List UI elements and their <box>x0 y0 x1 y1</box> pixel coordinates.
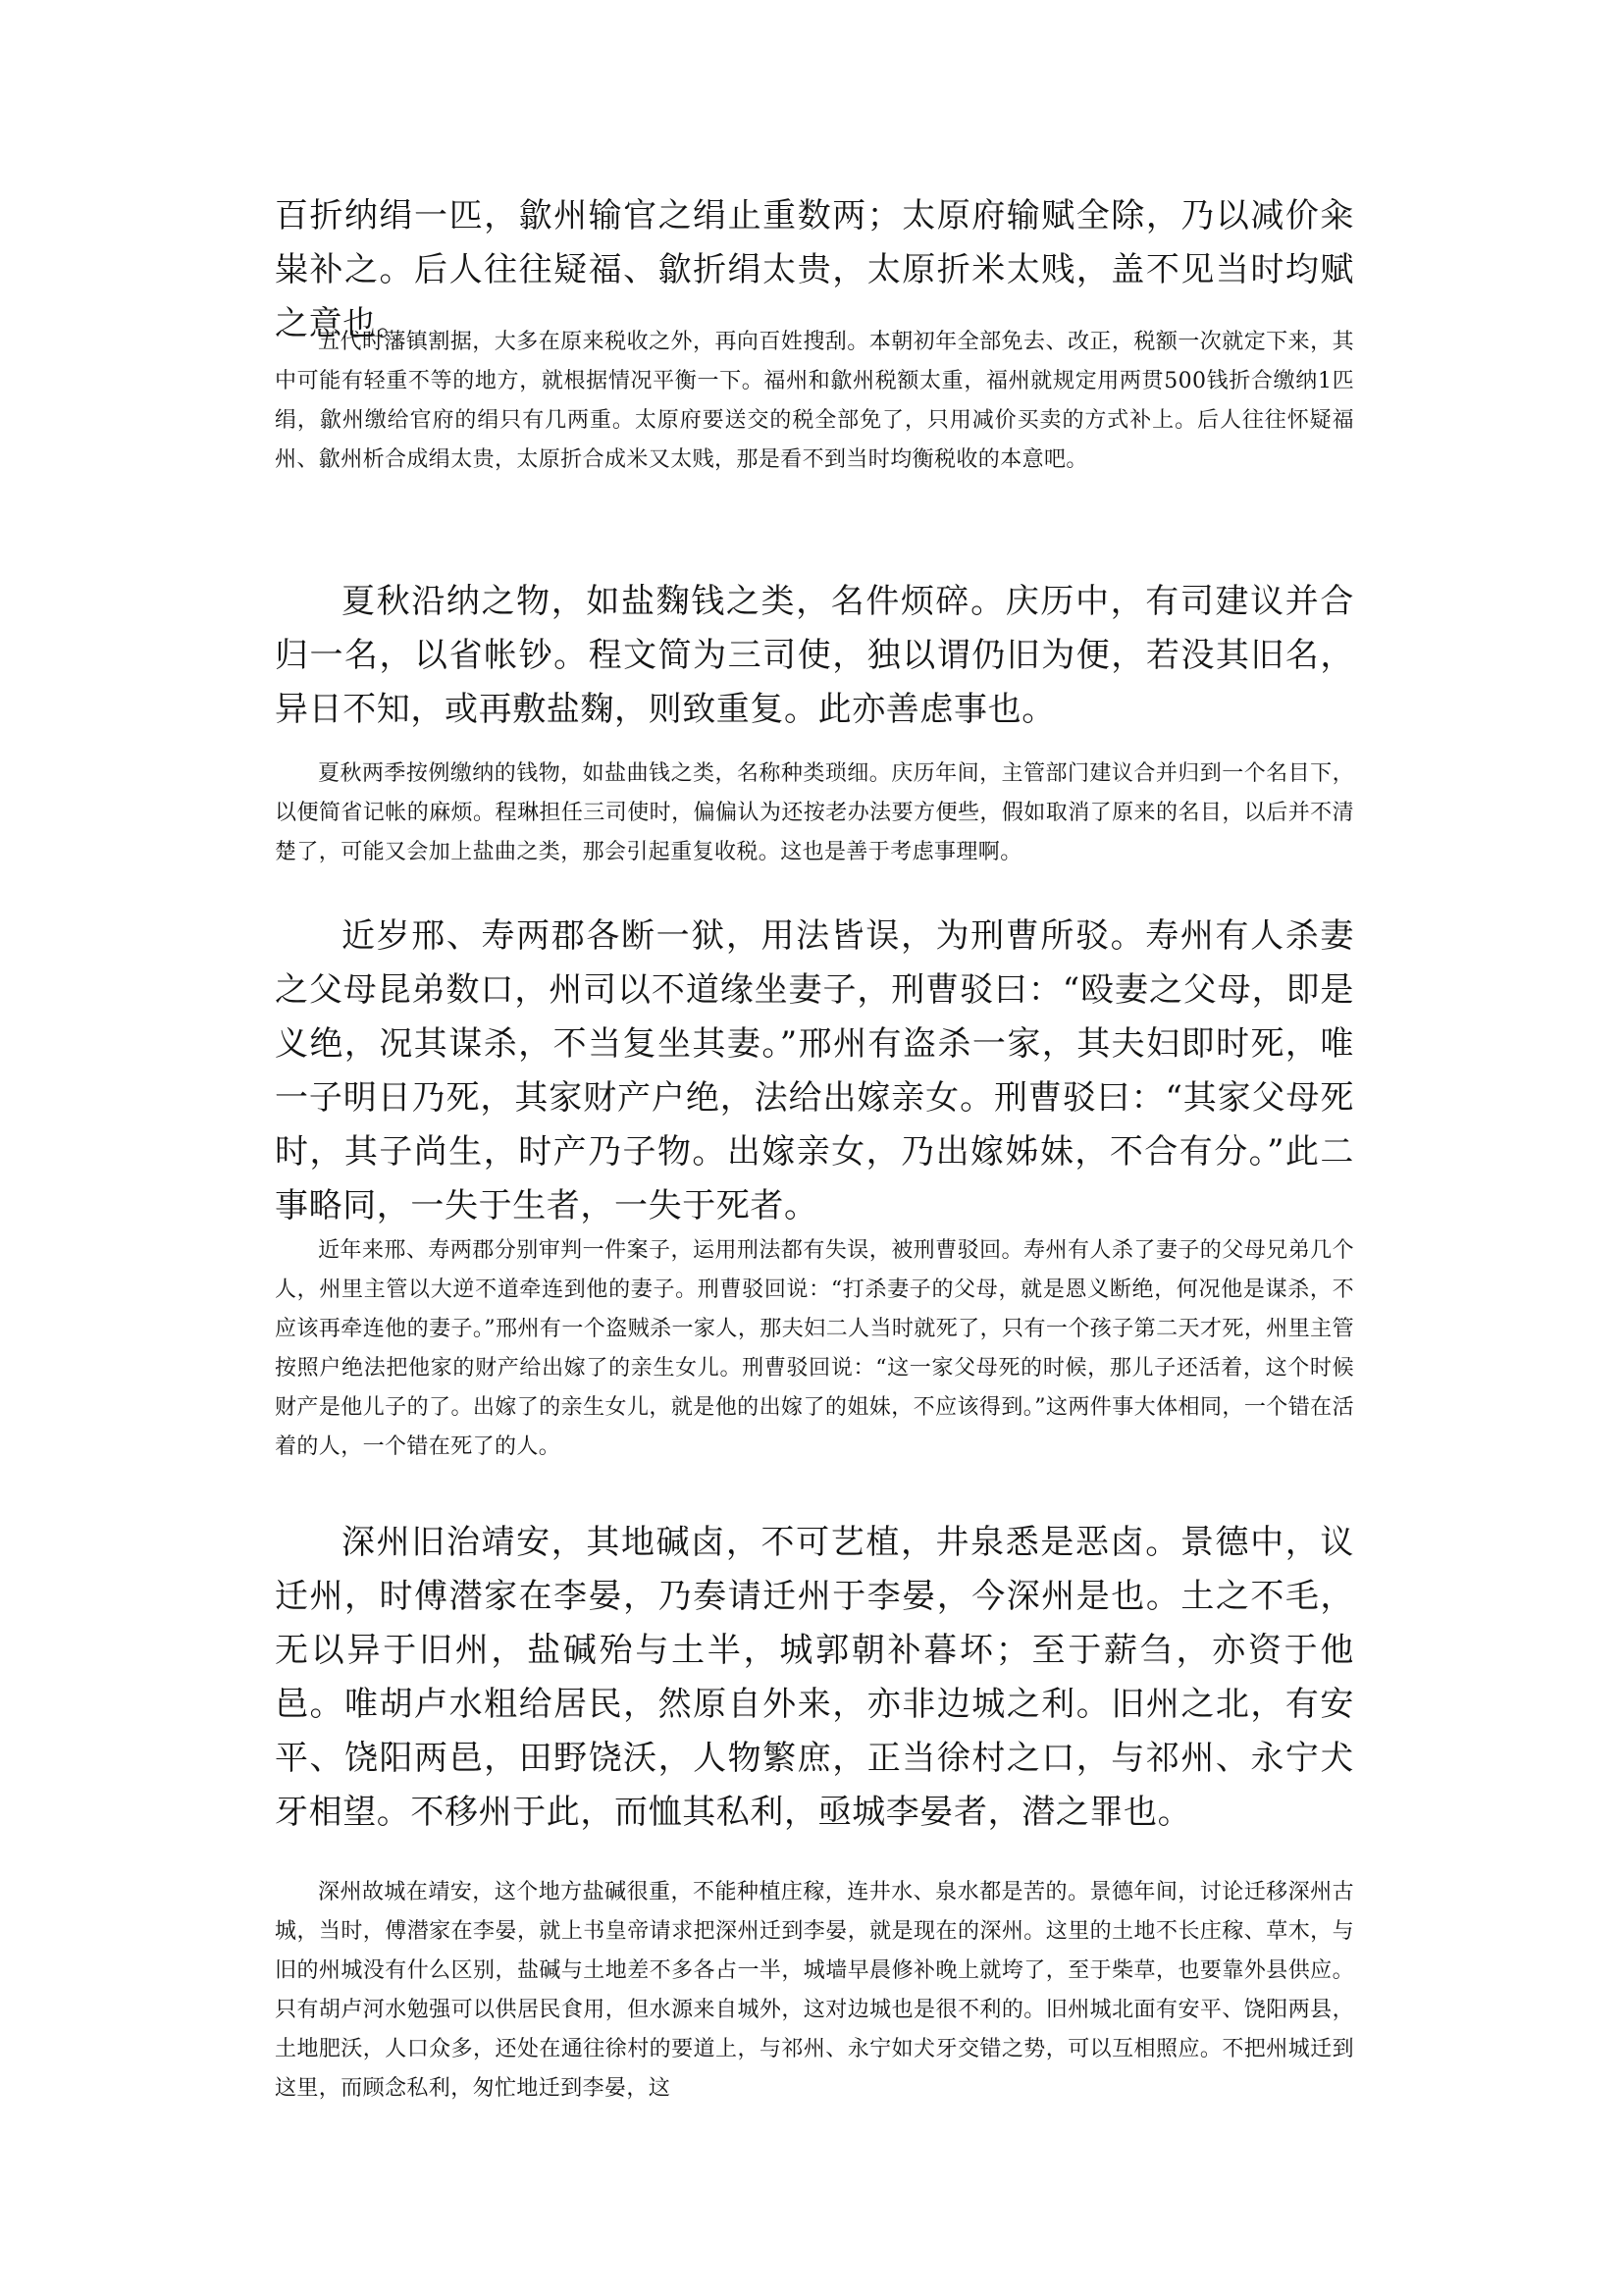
classical-paragraph-3: 近岁邢、寿两郡各断一狱，用法皆误，为刑曹所驳。寿州有人杀妻之父母昆弟数口，州司以不道缘坐妻子，刑曹驳曰：“殴妻之父母，即是义绝，况其谋杀，不当复坐其妻。”邢州有盗杀一家，其夫妇即时死，唯一子明日乃死，其家财产户绝，法给出嫁亲女。刑曹驳曰：“其家父母死时，其子尚生，时产乃子物。出嫁亲女，乃出嫁姊妹，不合有分。”此二事略同，一失于生者，一失于死者。 <box>275 916 1354 1225</box>
classical-paragraph-4: 深州旧治靖安，其地碱卤，不可艺植，井泉悉是恶卤。景德中，议迁州，时傅潜家在李晏，乃奏请迁州于李晏，今深州是也。土之不毛，无以异于旧州，盐碱殆与土半，城郭朝补暮坏；至于薪刍，亦资于他邑。唯胡卢水粗给居民，然原自外来，亦非边城之利。旧州之北，有安平、饶阳两邑，田野饶沃，人物繁庶，正当徐村之口，与祁州、永宁犬牙相望。不移州于此，而恤其私利，亟城李晏者，潜之罪也。 <box>275 1523 1354 1832</box>
classical-paragraph-2: 夏秋沿纳之物，如盐麴钱之类，名件烦碎。庆历中，有司建议并合归一名，以省帐钞。程文简为三司使，独以谓仍旧为便，若没其旧名，异日不知，或再敷盐麴，则致重复。此亦善虑事也。 <box>275 582 1354 729</box>
translation-paragraph-1: 五代时藩镇割据，大多在原来税收之外，再向百姓搜刮。本朝初年全部免去、改正，税额一次就定下来，其中可能有轻重不等的地方，就根据情况平衡一下。福州和歙州税额太重，福州就规定用两贯500钱折合缴纳1匹绢，歙州缴给官府的绢只有几两重。太原府要送交的税全部免了，只用减价买卖的方式补上。后人往往怀疑福州、歙州析合成绢太贵，太原折合成米又太贱，那是看不到当时均衡税收的本意吧。 <box>275 330 1354 472</box>
translation-paragraph-4: 深州故城在靖安，这个地方盐碱很重，不能种植庄稼，连井水、泉水都是苦的。景德年间，讨论迁移深州古城，当时，傅潜家在李晏，就上书皇帝请求把深州迁到李晏，就是现在的深州。这里的土地不长庄稼、草木，与旧的州城没有什么区别，盐碱与土地差不多各占一半，城墙早晨修补晚上就垮了，至于柴草，也要靠外县供应。只有胡卢河水勉强可以供居民食用，但水源来自城外，这对边城也是很不利的。旧州城北面有安平、饶阳两县，土地肥沃，人口众多，还处在通往徐村的要道上，与祁州、永宁如犬牙交错之势，可以互相照应。不把州城迁到这里，而顾念私利，匆忙地迁到李晏，这 <box>275 1880 1354 2101</box>
translation-paragraph-3: 近年来邢、寿两郡分别审判一件案子，运用刑法都有失误，被刑曹驳回。寿州有人杀了妻子的父母兄弟几个人，州里主管以大逆不道牵连到他的妻子。刑曹驳回说：“打杀妻子的父母，就是恩义断绝，何况他是谋杀，不应该再牵连他的妻子。”邢州有一个盗贼杀一家人，那夫妇二人当时就死了，只有一个孩子第二天才死，州里主管按照户绝法把他家的财产给出嫁了的亲生女儿。刑曹驳回说：“这一家父母死的时候，那儿子还活着，这个时候财产是他儿子的了。出嫁了的亲生女儿，就是他的出嫁了的姐妹，不应该得到。”这两件事大体相同，一个错在活着的人，一个错在死了的人。 <box>275 1238 1354 1459</box>
classical-paragraph-1: 百折纳绢一匹，歙州输官之绢止重数两；太原府输赋全除，乃以减价籴粜补之。后人往往疑福、歙折绢太贵，太原折米太贱，盖不见当时均赋之意也。 <box>275 196 1354 343</box>
translation-paragraph-2: 夏秋两季按例缴纳的钱物，如盐曲钱之类，名称种类琐细。庆历年间，主管部门建议合并归到一个名目下，以便简省记帐的麻烦。程琳担任三司使时，偏偏认为还按老办法要方便些，假如取消了原来的名目，以后并不清楚了，可能又会加上盐曲之类，那会引起重复收税。这也是善于考虑事理啊。 <box>275 761 1354 864</box>
